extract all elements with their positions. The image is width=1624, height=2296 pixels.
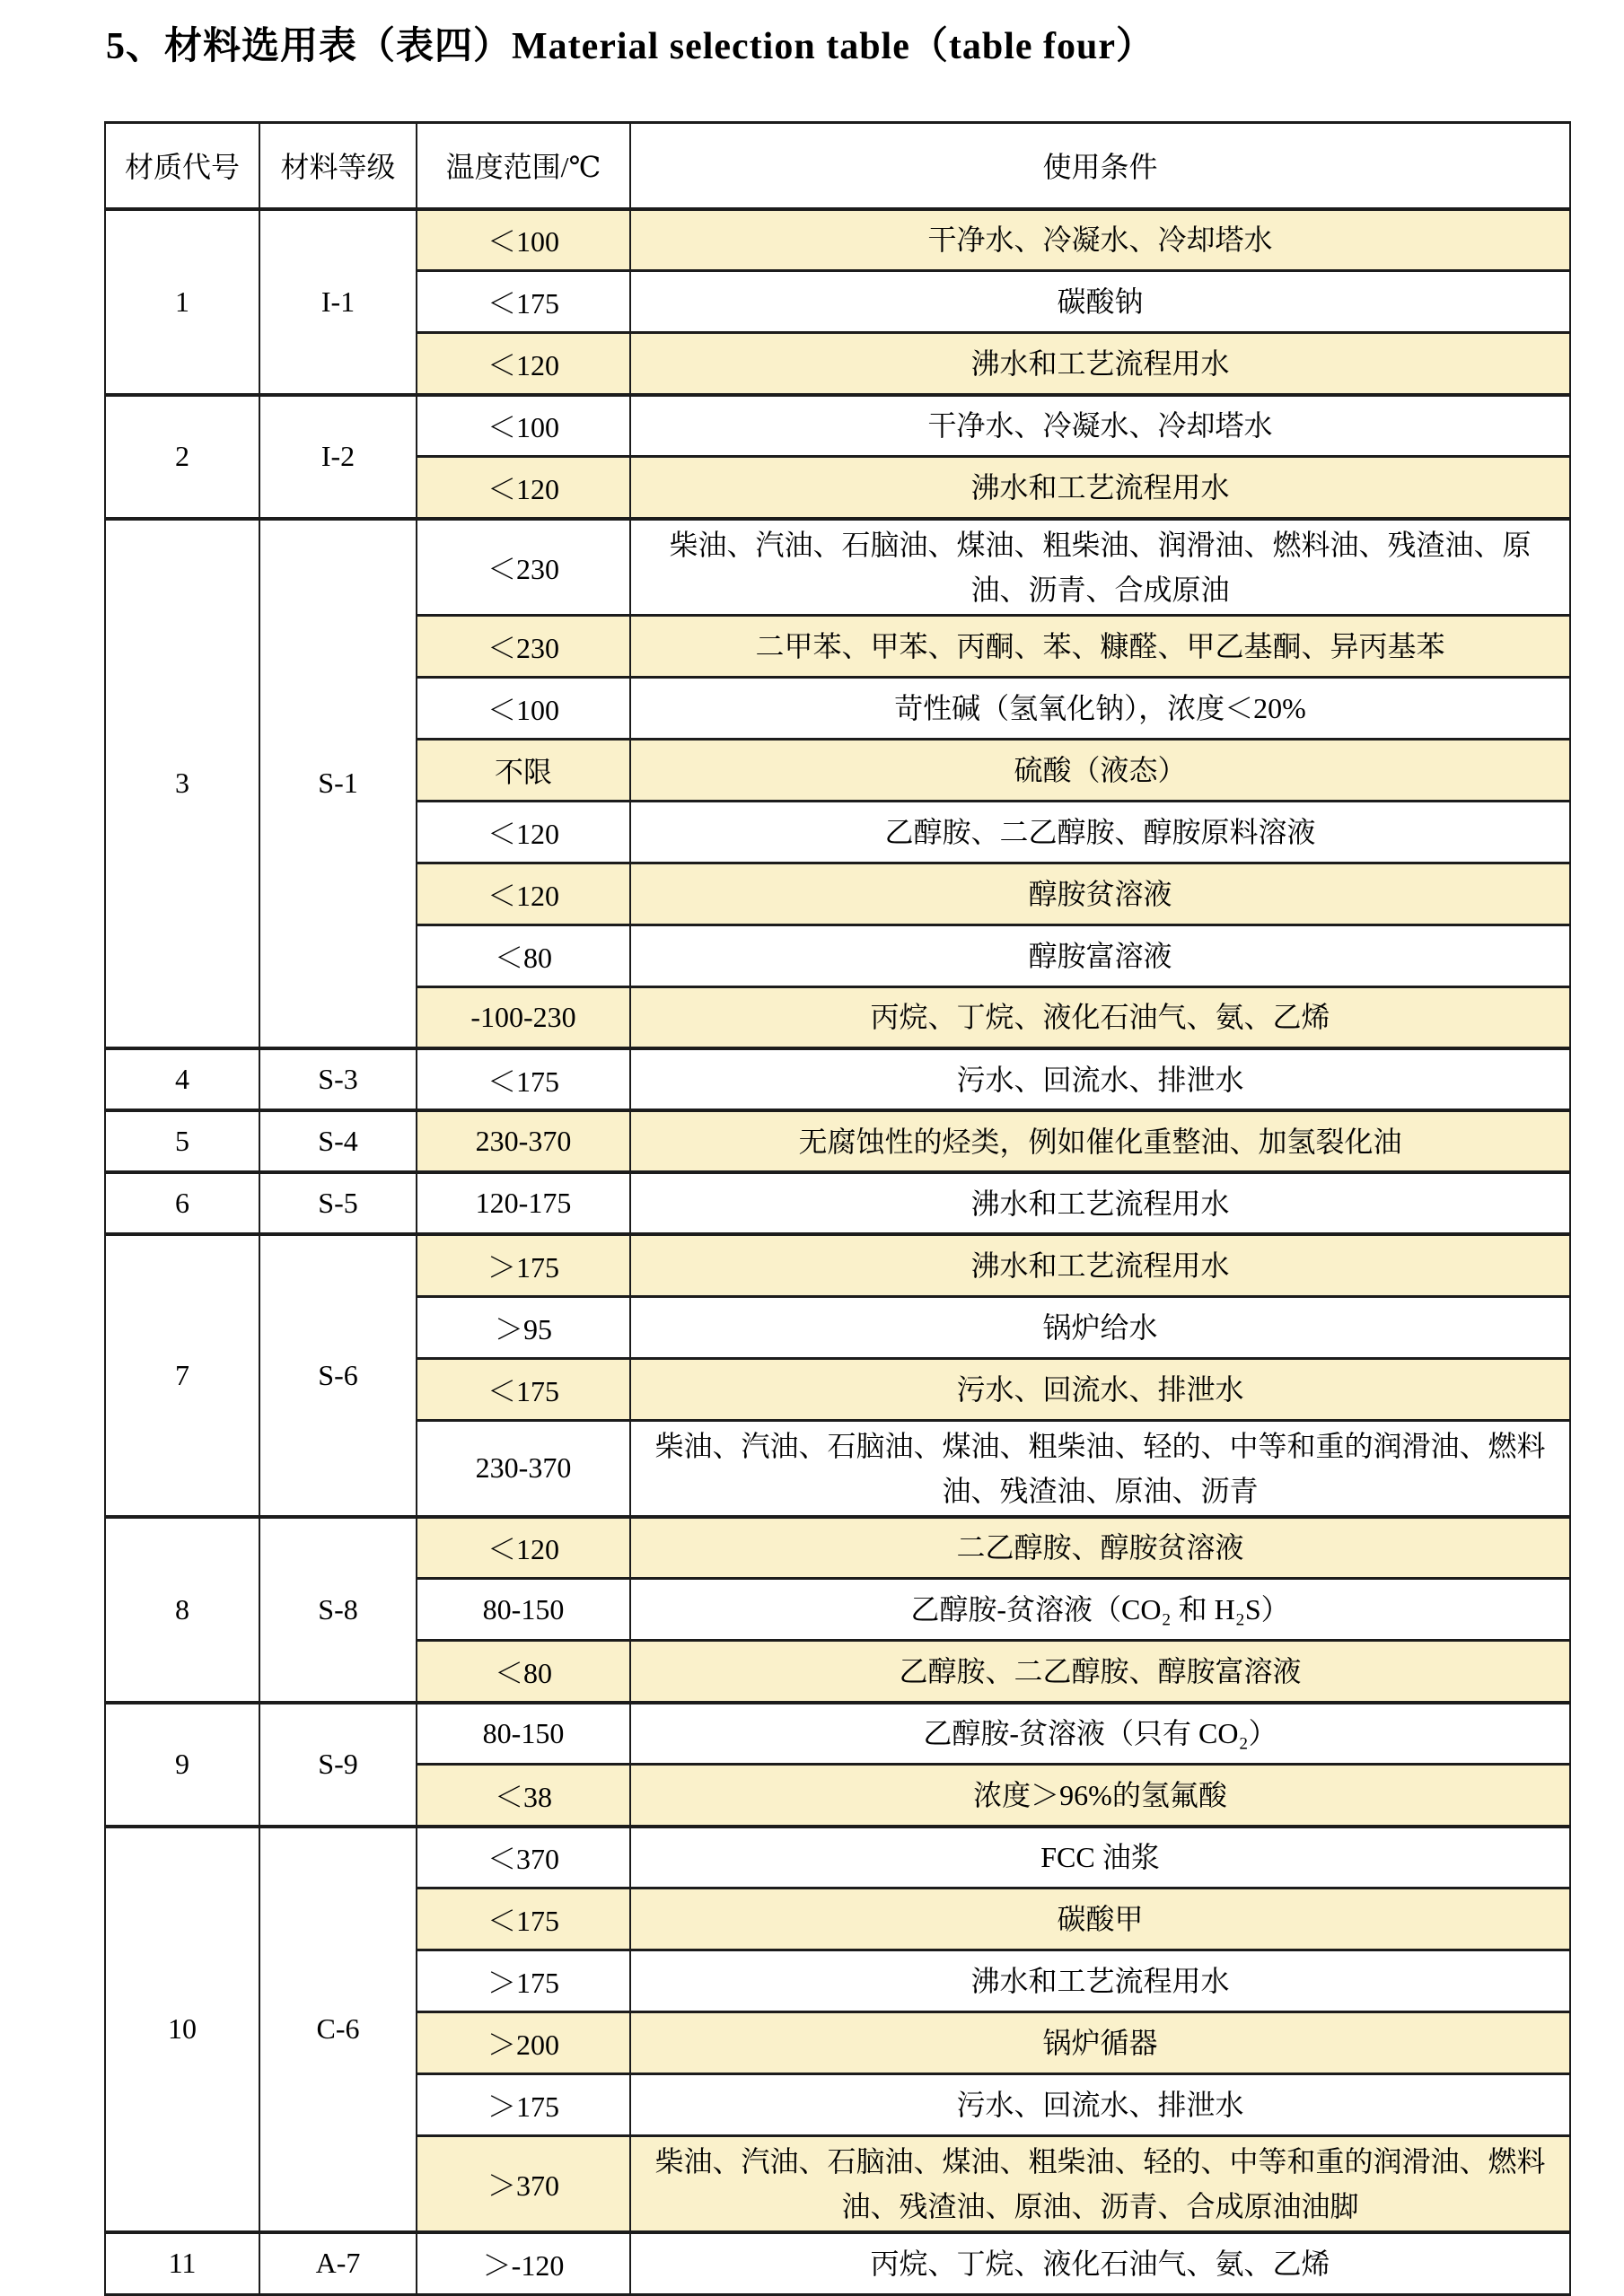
material-grade-cell: S-6 xyxy=(259,1234,417,1517)
material-grade-cell: I-1 xyxy=(259,209,417,395)
material-code-cell: 5 xyxy=(105,1110,259,1172)
table-row xyxy=(105,1048,1570,1110)
column-header-material-grade: 材料等级 xyxy=(259,123,417,209)
temperature-range-cell: 不限 xyxy=(417,739,630,801)
usage-condition-cell: 乙醇胺、二乙醇胺、醇胺富溶液 xyxy=(630,1641,1570,1703)
temperature-range-cell: 120-175 xyxy=(417,1172,630,1234)
usage-condition-cell: 锅炉给水 xyxy=(630,1296,1570,1358)
temperature-range-cell: ＜230 xyxy=(417,615,630,677)
temperature-range-cell: 80-150 xyxy=(417,1703,630,1765)
material-code-cell: 2 xyxy=(105,395,259,519)
usage-condition-cell: 丙烷、丁烷、液化石油气、氨、乙烯 xyxy=(630,986,1570,1048)
temperature-range-cell: ＜120 xyxy=(417,457,630,519)
material-code-cell: 8 xyxy=(105,1517,259,1703)
usage-condition-cell: FCC 油浆 xyxy=(630,1827,1570,1889)
table-row xyxy=(105,395,1570,457)
temperature-range-cell: ＜370 xyxy=(417,1827,630,1889)
material-grade-cell: S-4 xyxy=(259,1110,417,1172)
table-row xyxy=(105,1517,1570,1579)
material-grade-cell: S-3 xyxy=(259,1048,417,1110)
material-grade-cell: S-1 xyxy=(259,519,417,1049)
temperature-range-cell: ＞175 xyxy=(417,1234,630,1296)
temperature-range-cell: ＜120 xyxy=(417,333,630,395)
material-grade-cell: S-5 xyxy=(259,1172,417,1234)
material-table-body xyxy=(105,209,1570,2295)
temperature-range-cell: ＜120 xyxy=(417,863,630,925)
material-grade-cell: I-2 xyxy=(259,395,417,519)
usage-condition-cell: 沸水和工艺流程用水 xyxy=(630,1234,1570,1296)
material-code-cell: 7 xyxy=(105,1234,259,1517)
usage-condition-cell: 柴油、汽油、石脑油、煤油、粗柴油、轻的、中等和重的润滑油、燃料油、残渣油、原油、沥青 xyxy=(630,1420,1570,1517)
temperature-range-cell: ＜80 xyxy=(417,1641,630,1703)
column-header-temperature-range: 温度范围/℃ xyxy=(417,123,630,209)
temperature-range-cell: ＜120 xyxy=(417,1517,630,1579)
usage-condition-cell: 锅炉循器 xyxy=(630,2012,1570,2074)
temperature-range-cell: ＜230 xyxy=(417,519,630,616)
temperature-range-cell: ＜100 xyxy=(417,677,630,739)
material-code-cell: 4 xyxy=(105,1048,259,1110)
usage-condition-cell: 沸水和工艺流程用水 xyxy=(630,1172,1570,1234)
table-row xyxy=(105,1234,1570,1296)
temperature-range-cell: ＜80 xyxy=(417,925,630,986)
usage-condition-cell: 柴油、汽油、石脑油、煤油、粗柴油、润滑油、燃料油、残渣油、原油、沥青、合成原油 xyxy=(630,519,1570,616)
usage-condition-cell: 苛性碱（氢氧化钠），浓度＜20% xyxy=(630,677,1570,739)
temperature-range-cell: ＜120 xyxy=(417,801,630,863)
column-header-material-code: 材质代号 xyxy=(105,123,259,209)
table-row xyxy=(105,1827,1570,1889)
temperature-range-cell: ＞-120 xyxy=(417,2232,630,2294)
table-row xyxy=(105,1703,1570,1765)
temperature-range-cell: ＜38 xyxy=(417,1765,630,1827)
usage-condition-cell: 丙烷、丁烷、液化石油气、氨、乙烯 xyxy=(630,2232,1570,2294)
usage-condition-cell: 干净水、冷凝水、冷却塔水 xyxy=(630,395,1570,457)
material-code-cell: 11 xyxy=(105,2232,259,2294)
temperature-range-cell: ＞200 xyxy=(417,2012,630,2074)
usage-condition-cell: 浓度＞96%的氢氟酸 xyxy=(630,1765,1570,1827)
temperature-range-cell: ＜100 xyxy=(417,209,630,271)
table-row xyxy=(105,209,1570,271)
usage-condition-cell: 无腐蚀性的烃类，例如催化重整油、加氢裂化油 xyxy=(630,1110,1570,1172)
usage-condition-cell: 沸水和工艺流程用水 xyxy=(630,457,1570,519)
table-row xyxy=(105,1110,1570,1172)
usage-condition-cell: 醇胺富溶液 xyxy=(630,925,1570,986)
temperature-range-cell: 230-370 xyxy=(417,1420,630,1517)
temperature-range-cell: ＜175 xyxy=(417,1889,630,1950)
header-row xyxy=(105,123,1570,209)
material-selection-table xyxy=(104,121,1571,2296)
temperature-range-cell: ＞370 xyxy=(417,2136,630,2233)
usage-condition-cell: 沸水和工艺流程用水 xyxy=(630,333,1570,395)
usage-condition-cell: 碳酸钠 xyxy=(630,271,1570,333)
usage-condition-cell: 碳酸甲 xyxy=(630,1889,1570,1950)
material-code-cell: 9 xyxy=(105,1703,259,1827)
usage-condition-cell: 二乙醇胺、醇胺贫溶液 xyxy=(630,1517,1570,1579)
material-grade-cell: C-6 xyxy=(259,1827,417,2233)
usage-condition-cell: 污水、回流水、排泄水 xyxy=(630,2074,1570,2136)
temperature-range-cell: ＞175 xyxy=(417,1950,630,2012)
usage-condition-cell: 硫酸（液态） xyxy=(630,739,1570,801)
usage-condition-cell: 乙醇胺-贫溶液（CO₂ 和 H₂S） xyxy=(630,1579,1570,1641)
material-grade-cell: S-8 xyxy=(259,1517,417,1703)
usage-condition-cell: 柴油、汽油、石脑油、煤油、粗柴油、轻的、中等和重的润滑油、燃料油、残渣油、原油、沥青、合成原油油脚 xyxy=(630,2136,1570,2233)
temperature-range-cell: ＞95 xyxy=(417,1296,630,1358)
temperature-range-cell: 230-370 xyxy=(417,1110,630,1172)
material-code-cell: 1 xyxy=(105,209,259,395)
material-code-cell: 10 xyxy=(105,1827,259,2233)
material-code-cell: 6 xyxy=(105,1172,259,1234)
usage-condition-cell: 乙醇胺、二乙醇胺、醇胺原料溶液 xyxy=(630,801,1570,863)
temperature-range-cell: -100-230 xyxy=(417,986,630,1048)
material-grade-cell: S-9 xyxy=(259,1703,417,1827)
material-grade-cell: A-7 xyxy=(259,2232,417,2294)
usage-condition-cell: 污水、回流水、排泄水 xyxy=(630,1358,1570,1420)
temperature-range-cell: ＞175 xyxy=(417,2074,630,2136)
usage-condition-cell: 乙醇胺-贫溶液（只有 CO₂） xyxy=(630,1703,1570,1765)
table-row xyxy=(105,1172,1570,1234)
column-header-usage-condition: 使用条件 xyxy=(630,123,1570,209)
usage-condition-cell: 沸水和工艺流程用水 xyxy=(630,1950,1570,2012)
temperature-range-cell: ＜175 xyxy=(417,1048,630,1110)
table-row xyxy=(105,519,1570,616)
temperature-range-cell: ＜175 xyxy=(417,1358,630,1420)
temperature-range-cell: ＜175 xyxy=(417,271,630,333)
usage-condition-cell: 干净水、冷凝水、冷却塔水 xyxy=(630,209,1570,271)
usage-condition-cell: 污水、回流水、排泄水 xyxy=(630,1048,1570,1110)
page-title: 5、材料选用表（表四）Material selection table（table four） xyxy=(106,26,1154,67)
temperature-range-cell: 80-150 xyxy=(417,1579,630,1641)
usage-condition-cell: 醇胺贫溶液 xyxy=(630,863,1570,925)
table-row xyxy=(105,2232,1570,2294)
material-code-cell: 3 xyxy=(105,519,259,1049)
temperature-range-cell: ＜100 xyxy=(417,395,630,457)
usage-condition-cell: 二甲苯、甲苯、丙酮、苯、糠醛、甲乙基酮、异丙基苯 xyxy=(630,615,1570,677)
